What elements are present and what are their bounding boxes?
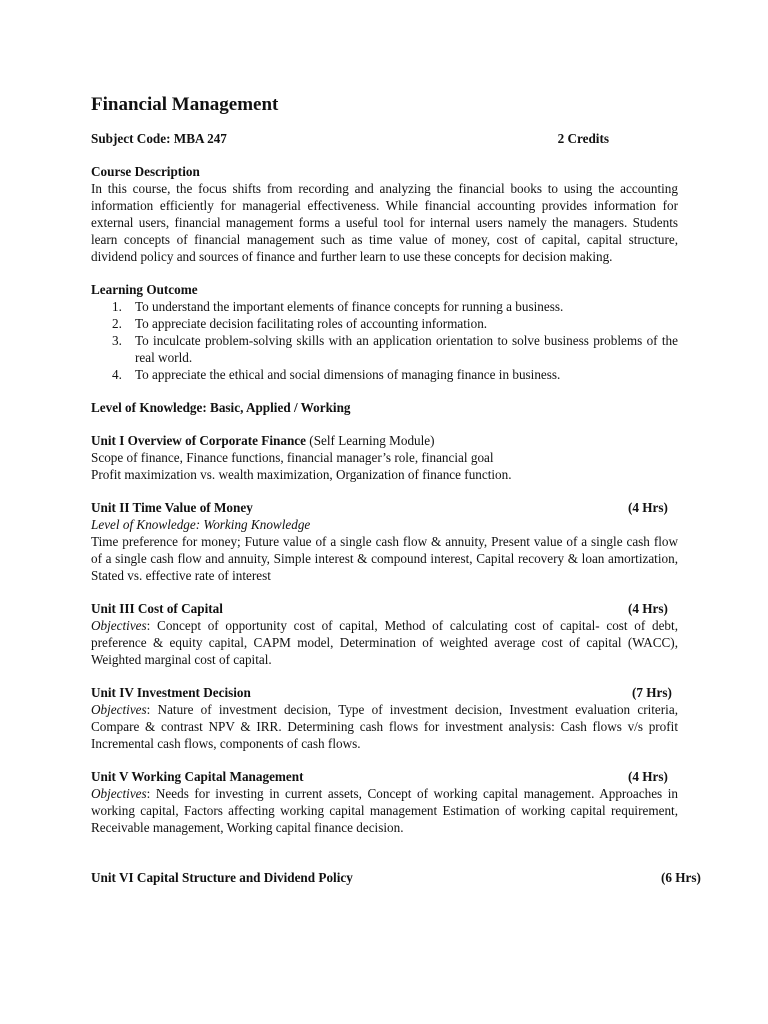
unit-3-header: [91, 600, 678, 617]
unit-5-hours: (4 Hrs): [628, 769, 668, 784]
unit-6-title: Unit VI Capital Structure and Dividend Policy: [91, 870, 353, 885]
unit-1-title-suffix: (Self Learning Module): [306, 433, 435, 448]
unit-1-line: Profit maximization vs. wealth maximization, Organization of finance function.: [91, 467, 512, 482]
unit-1-title: Unit I Overview of Corporate Finance: [91, 433, 306, 448]
unit-3-section: [91, 600, 678, 668]
subject-code: Subject Code: MBA 247: [91, 131, 227, 146]
list-item-number: 4.: [112, 367, 122, 382]
unit-4-text: : Nature of investment decision, Type of investment decision, Investment evaluation criteria, Compare & contrast NPV & IRR. Determining cash flows for investment analysis: Cash flows v/s profit Incremental cash flows, components of cash flows.: [91, 702, 678, 751]
unit-1-section: [91, 432, 678, 483]
unit-4-body: [91, 701, 678, 752]
learning-outcome-section: [91, 281, 678, 383]
unit-3-text: : Concept of opportunity cost of capital, Method of calculating cost of capital- cost of debt, preference & equity capital, CAPM model, Determination of weighted average cost of capital (WACC), Weighted marginal cost of capital.: [91, 618, 678, 667]
learning-outcome-list: [91, 298, 678, 383]
unit-2-subtitle: Level of Knowledge: Working Knowledge: [91, 517, 311, 532]
unit-3-title: Unit III Cost of Capital: [91, 601, 223, 616]
course-description-text: In this course, the focus shifts from recording and analyzing the financial books to using the accounting information efficiently for managerial effectiveness. While financial accounting provides information for external users, financial management forms a useful tool for internal users namely the managers. Students learn concepts of financial management such as time value of money, cost of capital, capital structure, dividend policy and sources of finance and further learn to use these concepts for decision making.: [91, 181, 678, 264]
list-item: [91, 315, 678, 332]
unit-1-line: Scope of finance, Finance functions, financial manager’s role, financial goal: [91, 450, 494, 465]
unit-6-section: [91, 869, 701, 886]
list-item: [91, 298, 678, 315]
unit-6-hours: (6 Hrs): [661, 870, 701, 885]
unit-4-title: Unit IV Investment Decision: [91, 685, 251, 700]
list-item-number: 1.: [112, 299, 122, 314]
unit-5-objectives-label: Objectives: [91, 786, 147, 801]
document-title: Financial Management: [91, 94, 279, 115]
unit-5-body: [91, 785, 678, 836]
course-description-heading: Course Description: [91, 164, 200, 179]
unit-3-objectives-label: Objectives: [91, 618, 147, 633]
course-description-section: [91, 163, 678, 265]
list-item-number: 2.: [112, 316, 122, 331]
list-item: [91, 366, 678, 383]
unit-2-header: [91, 499, 678, 516]
unit-5-title: Unit V Working Capital Management: [91, 769, 304, 784]
unit-5-text: : Needs for investing in current assets, Concept of working capital management. Approaches in working capital, Factors affecting working capital management Estimation of working capital requirement, Receivable management, Working capital finance decision.: [91, 786, 678, 835]
unit-3-hours: (4 Hrs): [628, 601, 668, 616]
list-item: [91, 332, 678, 366]
unit-4-section: [91, 684, 678, 752]
unit-6-header: [91, 869, 701, 886]
unit-4-header: [91, 684, 678, 701]
list-item-text: To understand the important elements of finance concepts for running a business.: [135, 299, 564, 314]
list-item-number: 3.: [112, 333, 122, 348]
credits: 2 Credits: [557, 131, 609, 146]
unit-1-header: [91, 432, 678, 449]
unit-2-title: Unit II Time Value of Money: [91, 500, 253, 515]
list-item-text: To appreciate the ethical and social dimensions of managing finance in business.: [135, 367, 561, 382]
learning-outcome-heading: Learning Outcome: [91, 282, 198, 297]
unit-2-hours: (4 Hrs): [628, 500, 668, 515]
unit-5-header: [91, 768, 678, 785]
unit-5-section: [91, 768, 678, 836]
list-item-text: To appreciate decision facilitating roles of accounting information.: [135, 316, 488, 331]
unit-4-hours: (7 Hrs): [632, 685, 672, 700]
unit-2-section: [91, 499, 678, 584]
subject-header: [91, 130, 678, 147]
document-page: [91, 92, 701, 886]
unit-3-body: [91, 617, 678, 668]
list-item-text: To inculcate problem-solving skills with an application orientation to solve business problems of the real world.: [135, 333, 678, 365]
unit-2-text: Time preference for money; Future value of a single cash flow & annuity, Present value of a single cash flow of a single cash flow and annuity, Simple interest & compound interest, Capital recovery & loan amortization, Stated vs. effective rate of interest: [91, 534, 678, 583]
unit-4-objectives-label: Objectives: [91, 702, 147, 717]
level-of-knowledge: Level of Knowledge: Basic, Applied / Working: [91, 400, 351, 415]
